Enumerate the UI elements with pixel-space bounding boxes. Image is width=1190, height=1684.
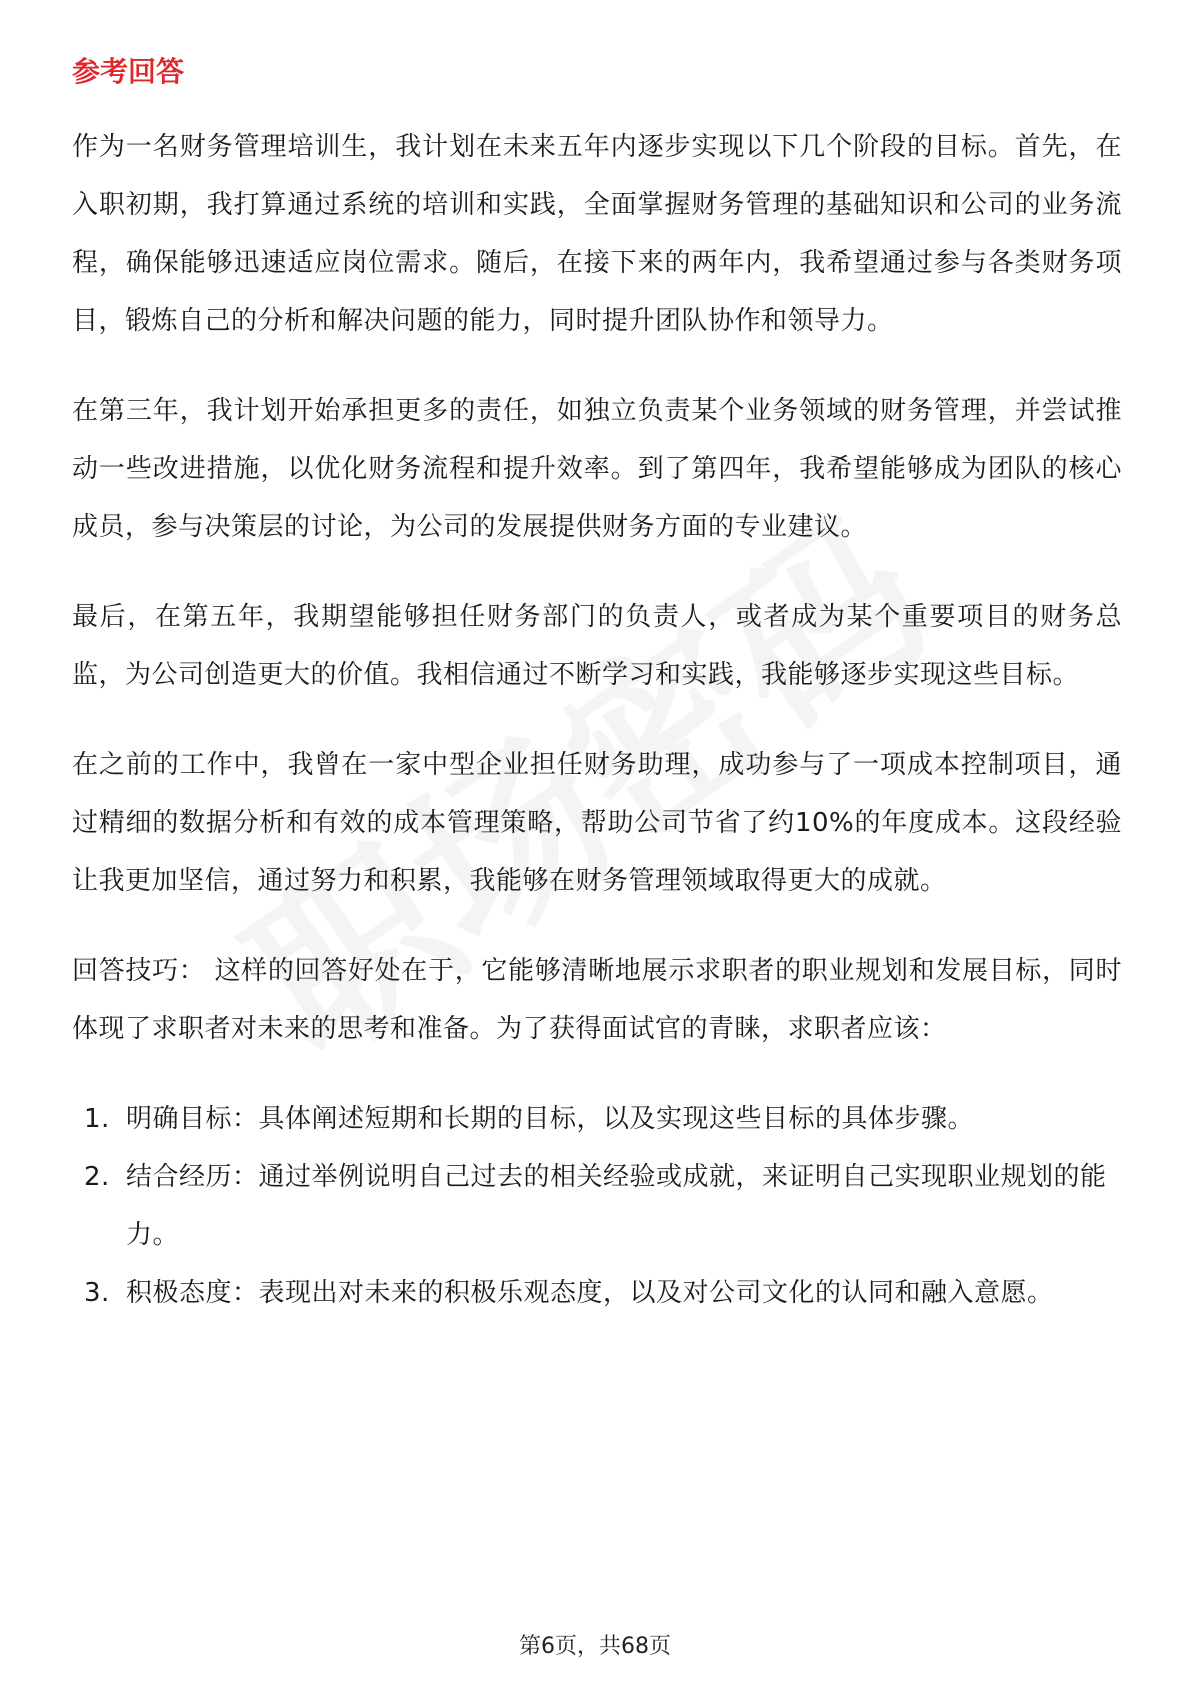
list-item-text: 积极态度：表现出对未来的积极乐观态度，以及对公司文化的认同和融入意愿。 (126, 1278, 1054, 1308)
list-item-text: 结合经历：通过举例说明自己过去的相关经验或成就，来证明自己实现职业规划的能力。 (126, 1162, 1107, 1250)
document-body (72, 118, 1122, 1322)
paragraph-3: 最后，在第五年，我期望能够担任财务部门的负责人，或者成为某个重要项目的财务总监，为公司创造更大的价值。我相信通过不断学习和实践，我能够逐步实现这些目标。 (72, 602, 1122, 690)
list-item-text: 明确目标：具体阐述短期和长期的目标，以及实现这些目标的具体步骤。 (126, 1104, 975, 1134)
section-heading: 参考回答 (72, 55, 185, 88)
page-number: 第6页，共68页 (519, 1634, 671, 1659)
tips-list (72, 1090, 1122, 1322)
list-item (72, 1148, 1122, 1264)
list-item-number: 1. (84, 1104, 110, 1134)
list-item (72, 1090, 1122, 1148)
paragraph-4: 在之前的工作中，我曾在一家中型企业担任财务助理，成功参与了一项成本控制项目，通过精细的数据分析和有效的成本管理策略，帮助公司节省了约10%的年度成本。这段经验让我更加坚信，通过努力和积累，我能够在财务管理领域取得更大的成就。 (72, 750, 1122, 896)
answer-tips-intro: 回答技巧： 这样的回答好处在于，它能够清晰地展示求职者的职业规划和发展目标，同时体现了求职者对未来的思考和准备。为了获得面试官的青睐，求职者应该： (72, 956, 1122, 1044)
list-item (72, 1264, 1122, 1322)
list-item-number: 2. (84, 1162, 110, 1192)
list-item-number: 3. (84, 1278, 110, 1308)
paragraph-2: 在第三年，我计划开始承担更多的责任，如独立负责某个业务领域的财务管理，并尝试推动一些改进措施，以优化财务流程和提升效率。到了第四年，我希望能够成为团队的核心成员，参与决策层的讨论，为公司的发展提供财务方面的专业建议。 (72, 396, 1122, 542)
paragraph-1: 作为一名财务管理培训生，我计划在未来五年内逐步实现以下几个阶段的目标。首先，在入职初期，我打算通过系统的培训和实践，全面掌握财务管理的基础知识和公司的业务流程，确保能够迅速适应岗位需求。随后，在接下来的两年内，我希望通过参与各类财务项目，锻炼自己的分析和解决问题的能力，同时提升团队协作和领导力。 (72, 132, 1122, 336)
